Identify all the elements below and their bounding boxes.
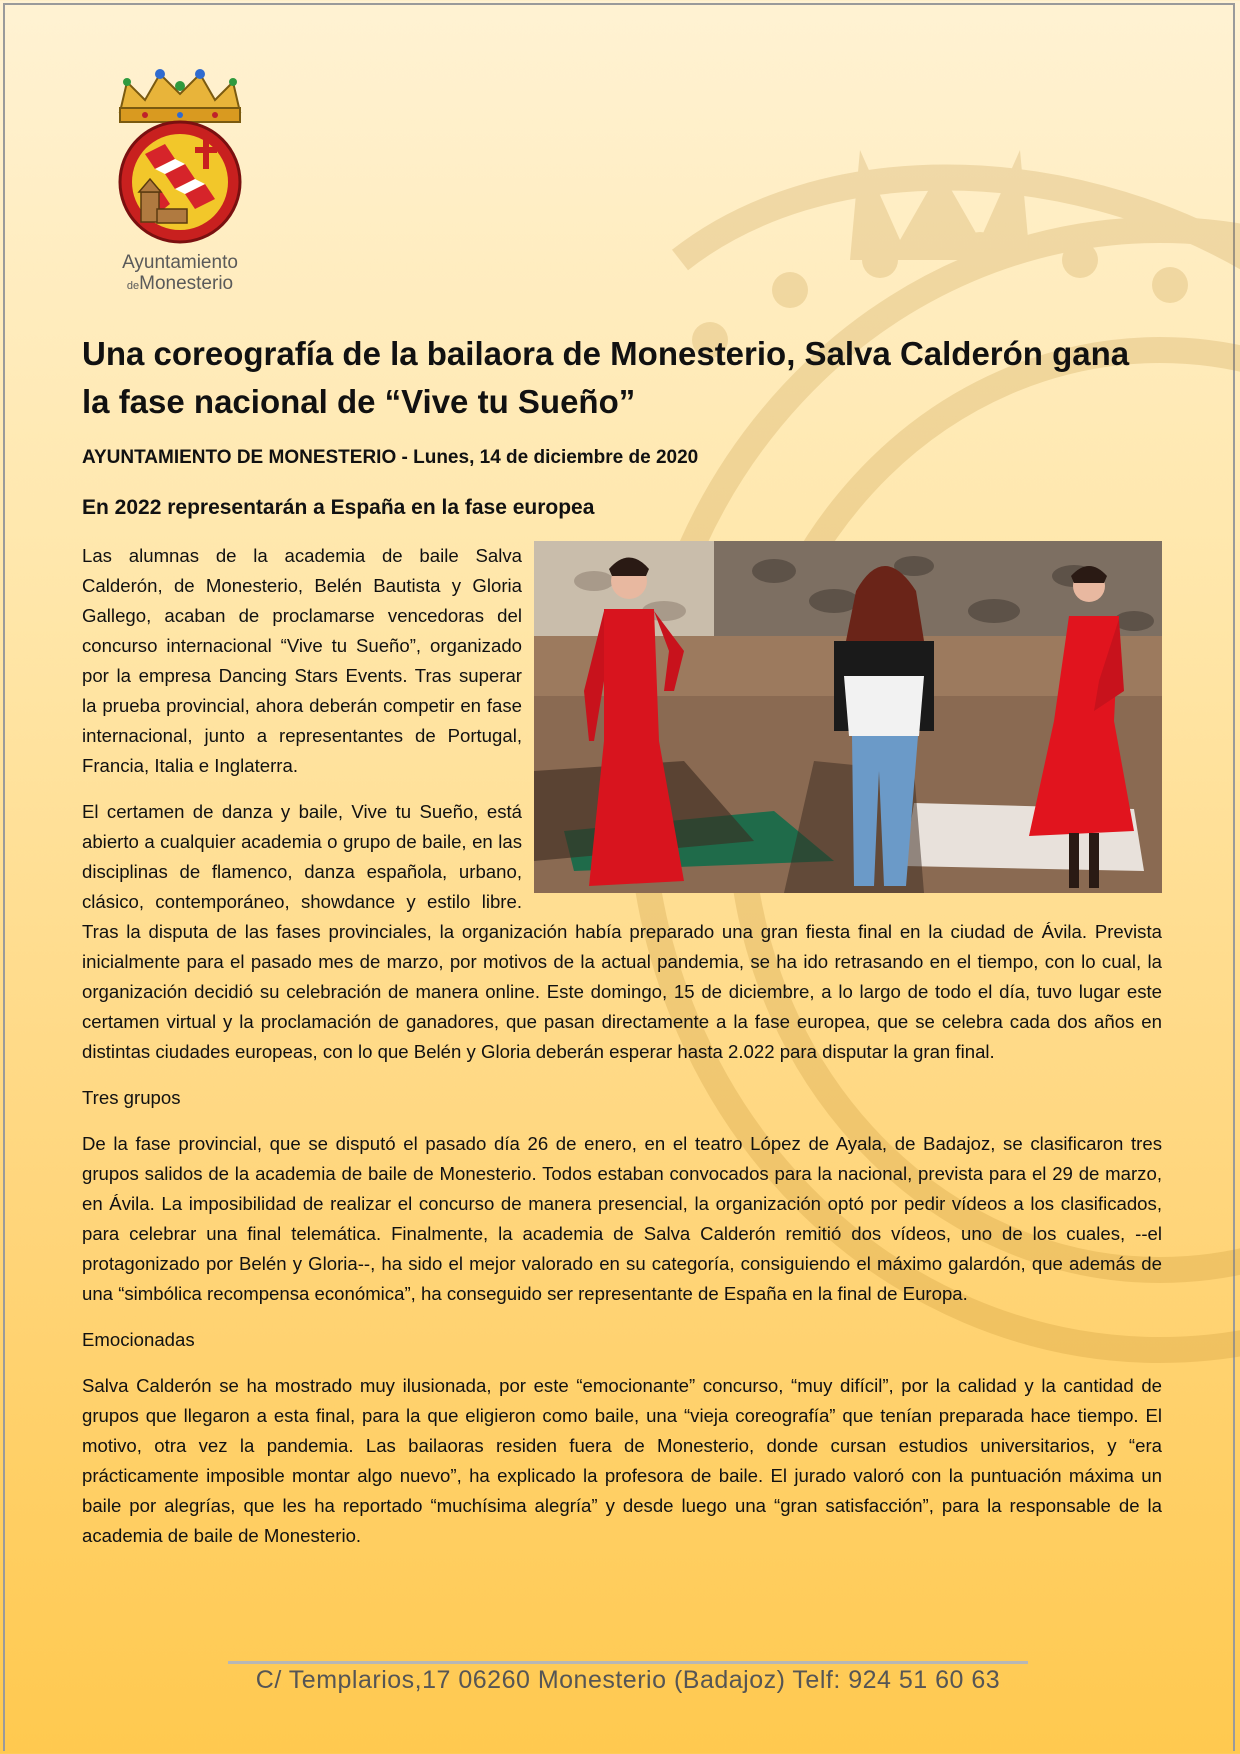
footer-divider [228, 1661, 1028, 1664]
paragraph-4: Salva Calderón se ha mostrado muy ilusionada, por este “emocionante” concurso, “muy difícil”, por la calidad y la cantidad de grupos que llegaron a esta final, para la que eligieron como baile, una “vieja coreografía” que tenían preparada hace tiempo. El motivo, otra vez la pandemia. Las bailaoras residen fuera de Monesterio, donde cursan estudios universitarios, y “era prácticamente imposible montar algo nuevo”, ha explicado la profesora de baile. El jurado valoró con la puntuación máxima un baile por alegrías, que les ha reportado “muchísima alegría” y desde luego una “gran satisfacción”, para la responsable de la academia de baile de Monesterio. [82, 1375, 1162, 1546]
section-heading-tres-grupos: Tres grupos [82, 1087, 181, 1108]
article-headline: Una coreografía de la bailaora de Monesterio, Salva Calderón gana la fase nacional de “Vive tu Sueño” [82, 335, 1130, 420]
dancers-photo [534, 541, 1162, 893]
paragraph-3: De la fase provincial, que se disputó el pasado día 26 de enero, en el teatro López de Ayala, de Badajoz, se clasificaron tres grupos salidos de la academia de baile de Monesterio. Todos estaban convocados para la nacional, prevista para el 29 de marzo, en Ávila. La imposibilidad de realizar el concurso de manera presencial, la organización optó por pedir vídeos a los clasificados, para celebrar una final telemática. Finalmente, la academia de Salva Calderón remitió dos vídeos, uno de los cuales, --el protagonizado por Belén y Gloria--, ha sido el mejor valorado en su categoría, consiguiendo el máximo galardón, que además de una “simbólica recompensa económica”, ha conseguido ser representante de España en la final de Europa. [82, 1133, 1162, 1304]
logo-line-ayuntamiento: Ayuntamiento [122, 252, 238, 273]
paragraph-2: El certamen de danza y baile, Vive tu Sueño, está abierto a cualquier academia o grupo de baile, en las disciplinas de flamenco, danza española, urbano, clásico, contemporáneo, showdance y estilo libre. Tras la disputa de las fases provinciales, la organización había preparado una gran fiesta final en la ciudad de Ávila. Prevista inicialmente para el pasado mes de marzo, por motivos de la actual pandemia, se ha ido retrasando en el tiempo, con lo cual, la organización decidió su celebración de manera online. Este domingo, 15 de diciembre, a lo largo de todo el día, tuvo lugar este certamen virtual y la proclamación de ganadores, que pasan directamente a la fase europea, que se celebra cada dos años en distintas ciudades europeas, con lo que Belén y Gloria deberán esperar hasta 2.022 para disputar la gran final. [82, 801, 1162, 1062]
logo-line-monesterio: deMonesterio [126, 273, 234, 294]
paragraph-1: Las alumnas de la academia de baile Salva Calderón, de Monesterio, Belén Bautista y Gloria Gallego, acaban de proclamarse vencedoras del concurso internacional “Vive tu Sueño”, organizado por la empresa Dancing Stars Events. Tras superar la prueba provincial, ahora deberán competir en fase internacional, junto a representantes de Portugal, Francia, Italia e Inglaterra. [82, 545, 522, 776]
section-heading-emocionadas: Emocionadas [82, 1329, 195, 1350]
footer-address: C/ Templarios,17 06260 Monesterio (Badajoz) Telf: 924 51 60 63 [255, 1666, 1001, 1694]
article-body [82, 541, 1162, 1567]
logo-caption [100, 252, 260, 297]
article-byline: AYUNTAMIENTO DE MONESTERIO - Lunes, 14 de diciembre de 2020 [82, 447, 699, 468]
article-subheadline: En 2022 representarán a España en la fase europea [82, 496, 595, 519]
